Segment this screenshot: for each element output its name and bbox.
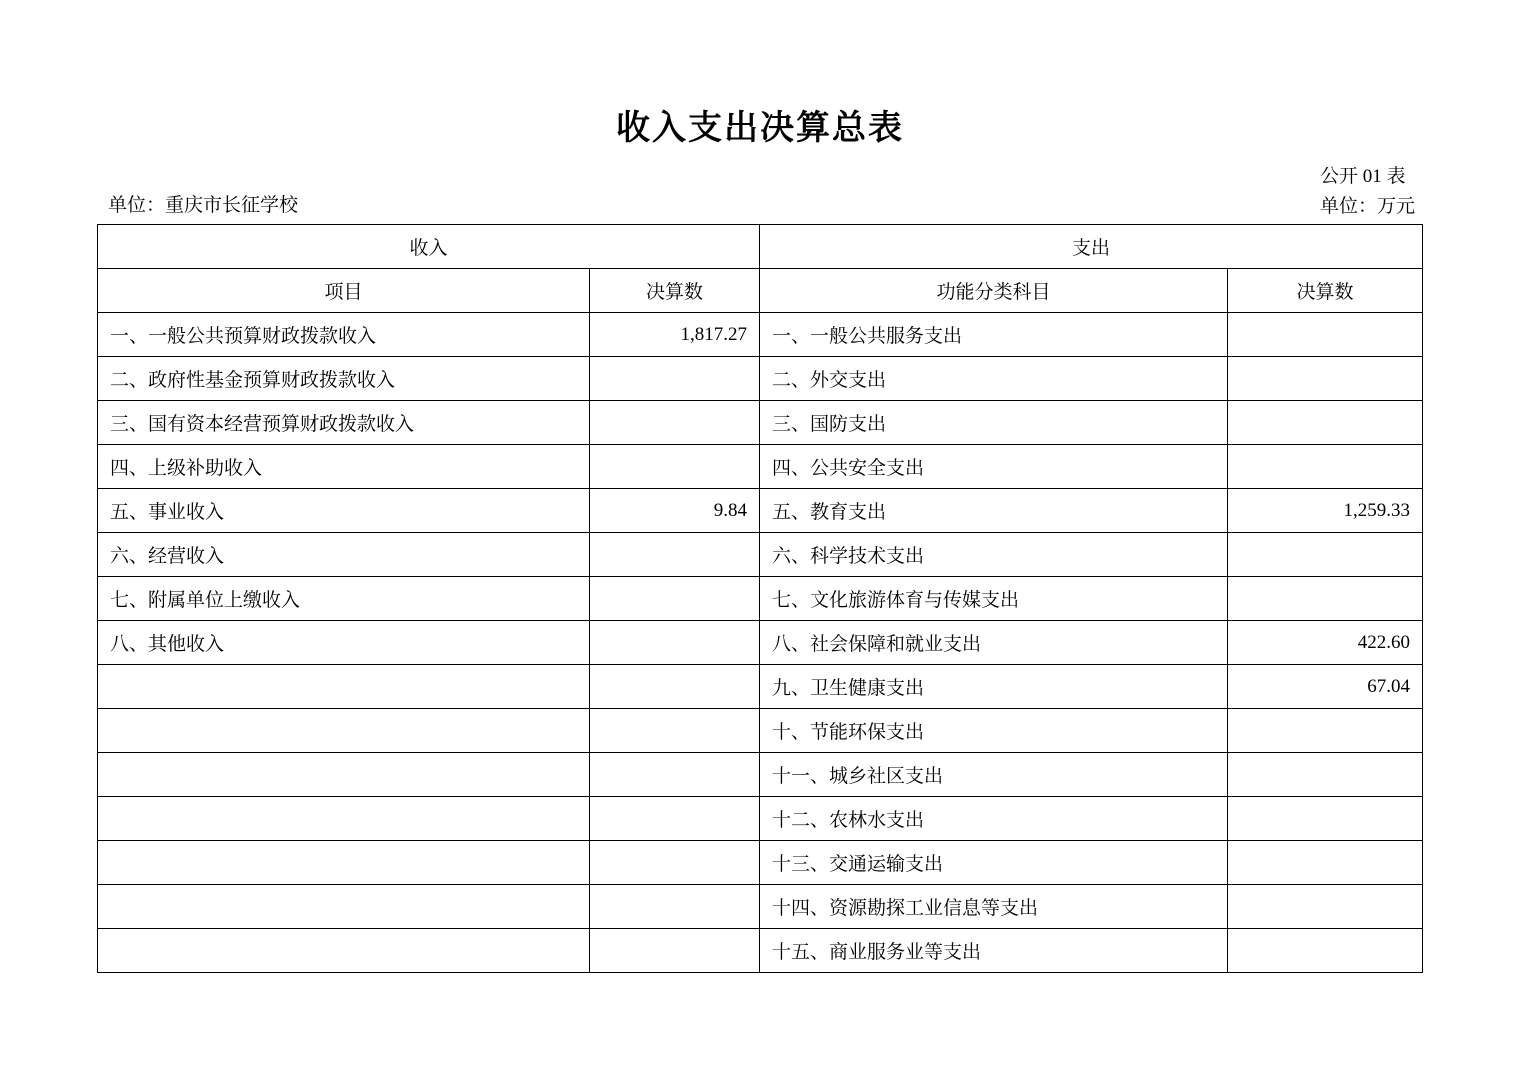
table-row	[98, 841, 1423, 885]
column-header-income-amount: 决算数	[590, 269, 760, 313]
cell-income-amount	[590, 885, 760, 929]
cell-expenditure-item: 七、文化旅游体育与传媒支出	[760, 577, 1228, 621]
cell-income-amount	[590, 929, 760, 973]
cell-income-item: 二、政府性基金预算财政拨款收入	[98, 357, 590, 401]
cell-income-item: 六、经营收入	[98, 533, 590, 577]
cell-income-amount	[590, 797, 760, 841]
cell-expenditure-amount	[1228, 357, 1423, 401]
amount-unit: 单位：万元	[1319, 196, 1415, 217]
table-row	[98, 797, 1423, 841]
cell-income-amount	[590, 841, 760, 885]
cell-expenditure-amount	[1228, 401, 1423, 445]
cell-expenditure-item: 十四、资源勘探工业信息等支出	[760, 885, 1228, 929]
table-body	[98, 313, 1423, 973]
cell-income-item: 五、事业收入	[98, 489, 590, 533]
cell-expenditure-item: 一、一般公共服务支出	[760, 313, 1228, 357]
cell-expenditure-amount: 1,259.33	[1228, 489, 1423, 533]
cell-income-item	[98, 665, 590, 709]
cell-expenditure-amount	[1228, 445, 1423, 489]
cell-expenditure-amount	[1228, 577, 1423, 621]
cell-income-amount	[590, 533, 760, 577]
cell-income-amount	[590, 401, 760, 445]
table-group-header-row	[98, 225, 1423, 269]
cell-expenditure-amount: 67.04	[1228, 665, 1423, 709]
table-row	[98, 313, 1423, 357]
table-row	[98, 665, 1423, 709]
cell-expenditure-amount	[1228, 313, 1423, 357]
cell-income-item	[98, 841, 590, 885]
table-row	[98, 489, 1423, 533]
column-header-income-item: 项目	[98, 269, 590, 313]
cell-expenditure-item: 八、社会保障和就业支出	[760, 621, 1228, 665]
cell-income-item: 一、一般公共预算财政拨款收入	[98, 313, 590, 357]
column-header-expenditure-item: 功能分类科目	[760, 269, 1228, 313]
cell-income-item: 八、其他收入	[98, 621, 590, 665]
cell-income-item	[98, 709, 590, 753]
cell-expenditure-item: 六、科学技术支出	[760, 533, 1228, 577]
table-row	[98, 621, 1423, 665]
page-title: 收入支出决算总表	[616, 108, 904, 148]
cell-income-amount	[590, 709, 760, 753]
cell-income-item	[98, 929, 590, 973]
cell-income-item	[98, 885, 590, 929]
cell-expenditure-item: 十三、交通运输支出	[760, 841, 1228, 885]
cell-expenditure-item: 十二、农林水支出	[760, 797, 1228, 841]
cell-income-amount	[590, 357, 760, 401]
cell-expenditure-item: 五、教育支出	[760, 489, 1228, 533]
budget-table	[97, 224, 1423, 973]
cell-income-amount	[590, 577, 760, 621]
group-header-income: 收入	[98, 225, 760, 269]
cell-expenditure-item: 三、国防支出	[760, 401, 1228, 445]
cell-income-item	[98, 797, 590, 841]
cell-expenditure-amount	[1228, 709, 1423, 753]
cell-income-item: 四、上级补助收入	[98, 445, 590, 489]
cell-income-amount	[590, 665, 760, 709]
cell-expenditure-item: 十、节能环保支出	[760, 709, 1228, 753]
table-row	[98, 929, 1423, 973]
cell-expenditure-amount	[1228, 753, 1423, 797]
document-meta-right	[1320, 162, 1415, 222]
group-header-expenditure: 支出	[760, 225, 1423, 269]
table-row	[98, 533, 1423, 577]
cell-expenditure-amount	[1228, 841, 1423, 885]
table-row	[98, 577, 1423, 621]
cell-income-item: 三、国有资本经营预算财政拨款收入	[98, 401, 590, 445]
cell-expenditure-item: 九、卫生健康支出	[760, 665, 1228, 709]
cell-expenditure-amount	[1228, 797, 1423, 841]
cell-expenditure-item: 四、公共安全支出	[760, 445, 1228, 489]
table-row	[98, 445, 1423, 489]
cell-expenditure-amount	[1228, 929, 1423, 973]
cell-expenditure-item: 十五、商业服务业等支出	[760, 929, 1228, 973]
form-code: 公开 01 表	[1319, 166, 1406, 187]
cell-income-amount: 1,817.27	[590, 313, 760, 357]
org-unit: 单位：重庆市长征学校	[108, 195, 299, 216]
table-column-header-row	[98, 269, 1423, 313]
table-row	[98, 401, 1423, 445]
cell-expenditure-amount	[1228, 533, 1423, 577]
cell-income-item: 七、附属单位上缴收入	[98, 577, 590, 621]
column-header-expenditure-amount: 决算数	[1228, 269, 1423, 313]
cell-income-item	[98, 753, 590, 797]
cell-income-amount	[590, 621, 760, 665]
cell-expenditure-item: 十一、城乡社区支出	[760, 753, 1228, 797]
table-row	[98, 709, 1423, 753]
table-row	[98, 357, 1423, 401]
cell-income-amount	[590, 753, 760, 797]
cell-income-amount: 9.84	[590, 489, 760, 533]
table-row	[98, 885, 1423, 929]
table-row	[98, 753, 1423, 797]
cell-expenditure-amount: 422.60	[1228, 621, 1423, 665]
cell-expenditure-item: 二、外交支出	[760, 357, 1228, 401]
cell-income-amount	[590, 445, 760, 489]
cell-expenditure-amount	[1228, 885, 1423, 929]
